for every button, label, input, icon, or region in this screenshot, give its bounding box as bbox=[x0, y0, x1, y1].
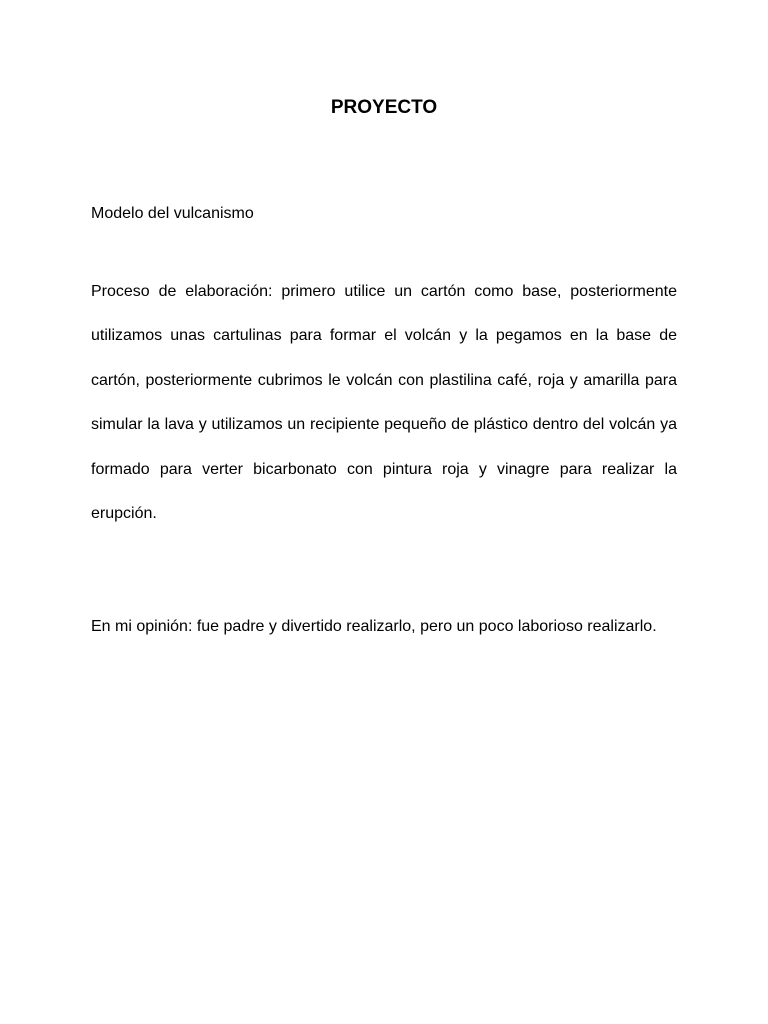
document-subtitle: Modelo del vulcanismo bbox=[91, 205, 254, 222]
document-title: PROYECTO bbox=[330, 97, 438, 118]
process-paragraph: Proceso de elaboración: primero utilice un cartón como base, posteriormente utilizamos unas cartulinas para formar el volcán y la pegamos en la base de cartón, posteriormente cubrimos le volcán con plastilina café, roja y amarilla para simular la lava y utilizamos un recipiente pequeño de plástico dentro del volcán ya formado para verter bicarbonato con pintura roja y vinagre para realizar la erupción. bbox=[91, 283, 677, 523]
opinion-paragraph: En mi opinión: fue padre y divertido realizarlo, pero un poco laborioso realizarlo. bbox=[91, 618, 657, 635]
